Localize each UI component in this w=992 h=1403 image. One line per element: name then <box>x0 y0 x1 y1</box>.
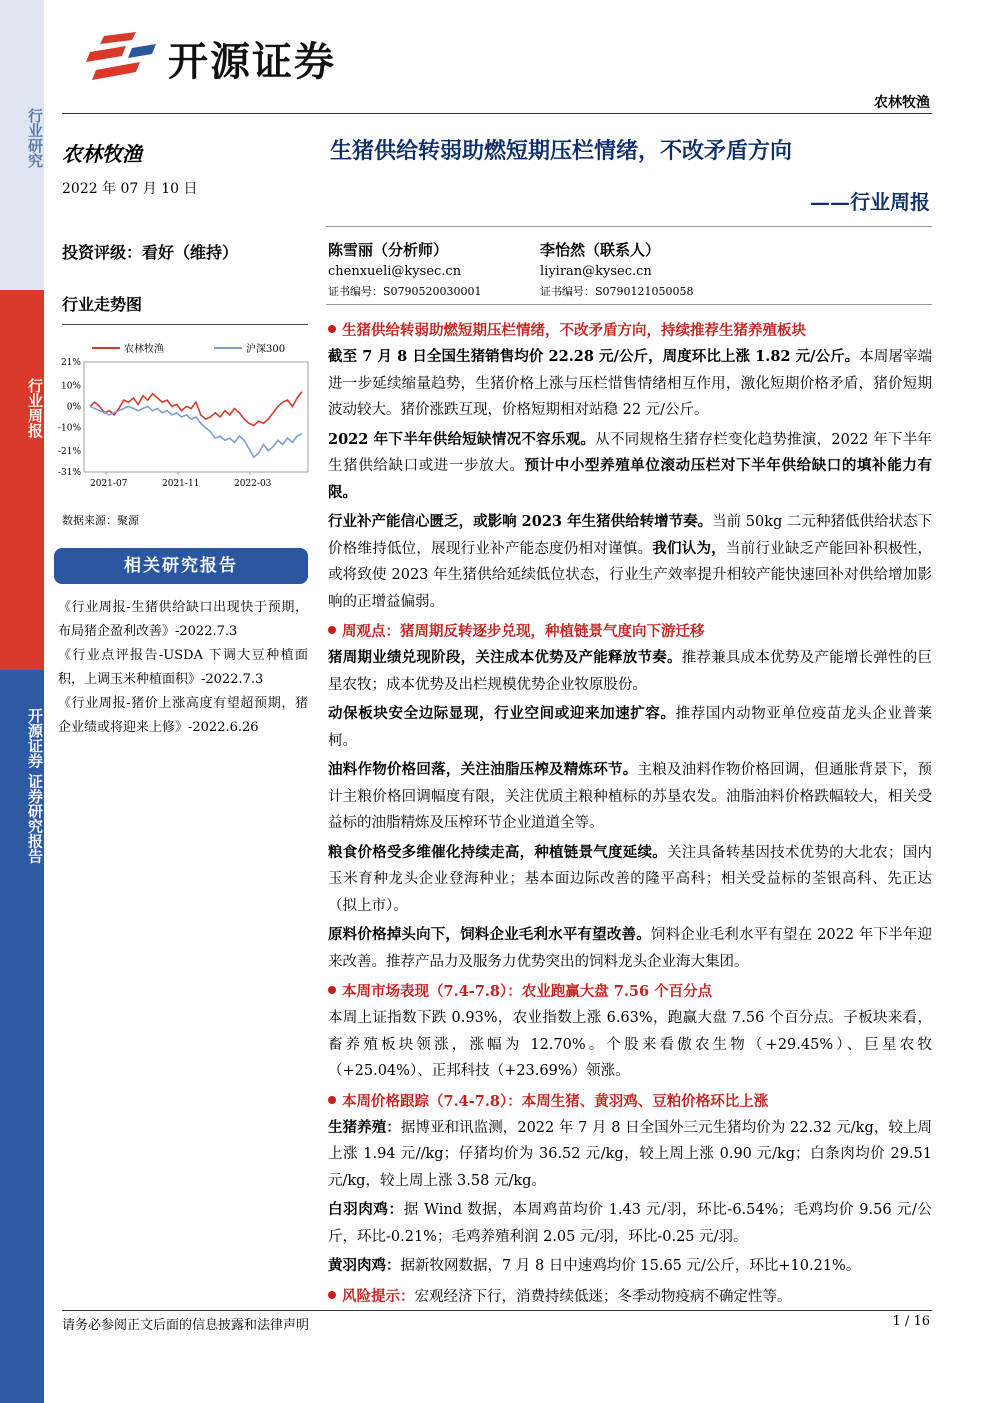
risk-warning: 风险提示：宏观经济下行，消费持续低迷；冬季动物疫病不确定性等。 <box>328 1284 932 1310</box>
y-tick-label: -31% <box>57 468 81 478</box>
page-number: 1 / 16 <box>892 1314 930 1329</box>
logo-text: 开源证券 <box>168 39 336 85</box>
section-heading: 生猪供给转弱助燃短期压栏情绪，不改矛盾方向，持续推荐生猪养殖板块 <box>328 318 932 344</box>
y-tick-label: 21% <box>60 358 81 368</box>
related-reports-banner: 相关研究报告 <box>54 548 308 584</box>
paragraph: 黄羽肉鸡：据新牧网数据，7 月 8 日中速鸡均价 15.65 元/公斤，环比+10.21%。 <box>328 1257 861 1274</box>
report-title: 生猪供给转弱助燃短期压栏情绪，不改矛盾方向 <box>330 138 793 164</box>
author-name: 陈雪丽（分析师） <box>328 241 449 259</box>
paragraph: 猪周期业绩兑现阶段，关注成本优势及产能释放节奏。推荐兼具成本优势及产能增长弹性的巨星农牧；成本优势及出栏规模优势企业牧原股份。 <box>328 649 933 693</box>
report-body <box>328 314 932 1310</box>
x-tick-label: 2021-07 <box>90 479 128 489</box>
footer-divider <box>62 1310 932 1311</box>
related-report-item[interactable]: 《行业点评报告-USDA 下调大豆种植面积，上调玉米种植面积》-2022.7.3 <box>58 648 308 687</box>
industry-trend-chart <box>56 336 312 496</box>
paragraph: 生猪养殖：据博亚和讯监测，2022 年 7 月 8 日全国外三元生猪均价为 22.32 元/kg，较上周上涨 1.94 元//kg；仔猪均价为 36.52 元/kg，较上周上涨 0.90 元/kg；白条肉均价 29.51 元/kg，较上周上涨 3.58 元/kg。 <box>328 1118 933 1189</box>
section-heading: 本周市场表现（7.4-7.8）：农业跑赢大盘 7.56 个百分点 <box>328 979 932 1005</box>
header-divider <box>62 113 932 114</box>
side-label-industry-research: 行业研究 <box>26 108 44 168</box>
paragraph: 截至 7 月 8 日全国生猪销售均价 22.28 元/公斤，周度环比上涨 1.82 元/公斤。本周屠宰端进一步延续缩量趋势，生猪价格上涨与压栏惜售情绪相互作用，激化短期价格矛盾，猪价短期波动较大。猪价涨跌互现，价格短期相对站稳 22 元/公斤。 <box>328 348 933 418</box>
author-card <box>328 238 482 302</box>
series-line <box>90 406 302 457</box>
paragraph: 动保板块安全边际显现，行业空间或迎来加速扩容。推荐国内动物亚单位疫苗龙头企业普莱柯。 <box>328 705 933 749</box>
title-divider <box>326 226 932 227</box>
paragraph: 2022 年下半年供给短缺情况不容乐观。从不同规格生猪存栏变化趋势推演，2022 年下半年生猪供给缺口或进一步放大。预计中小型养殖单位滚动压栏对下半年供给缺口的填补能力有限。 <box>328 430 933 501</box>
side-label-weekly: 行业周报 <box>26 378 44 438</box>
section-heading: 周观点：猪周期反转逐步兑现，种植链景气度向下游迁移 <box>328 619 932 645</box>
y-tick-label: 0% <box>66 402 81 413</box>
author-cert: 证书编号：S0790520030001 <box>328 285 482 298</box>
report-date: 2022 年 07 月 10 日 <box>62 181 198 197</box>
industry-category: 农林牧渔 <box>62 142 142 166</box>
y-tick-label: 10% <box>60 381 81 392</box>
related-reports-list <box>58 596 308 740</box>
paragraph: 粮食价格受多维催化持续走高，种植链景气度延续。关注具备转基因技术优势的大北农；国内玉米育种龙头企业登海种业；基本面边际改善的隆平高科；相关受益标的荃银高科、先正达（拟上市）。 <box>328 843 933 914</box>
bullet-icon <box>328 1096 336 1104</box>
author-card <box>540 238 694 302</box>
footer-disclaimer: 请务必参阅正文后面的信息披露和法律声明 <box>62 1318 310 1333</box>
x-tick-label: 2021-11 <box>162 479 200 489</box>
author-cert: 证书编号：S0790121050058 <box>540 285 694 298</box>
paragraph: 油料作物价格回落，关注油脂压榨及精炼环节。主粮及油料作物价格回调，但通胀背景下，预计主粮价格回调幅度有限，关注优质主粮种植标的苏垦农发。油脂油料价格跌幅较大，相关受益标的油脂精炼及压榨环节企业道道全等。 <box>328 761 933 831</box>
author-divider <box>326 304 932 305</box>
trend-divider <box>62 324 308 325</box>
author-email[interactable]: chenxueli@kysec.cn <box>328 264 462 279</box>
legend-label: 农林牧渔 <box>124 344 164 355</box>
chart-source: 数据来源：聚源 <box>62 514 139 527</box>
side-bar <box>0 0 44 1403</box>
report-subtitle: ——行业周报 <box>810 190 930 214</box>
logo-icon <box>86 30 158 82</box>
author-name: 李怡然（联系人） <box>540 241 661 259</box>
related-report-item[interactable]: 《行业周报-生猪供给缺口出现快于预期，布局猪企盈利改善》-2022.7.3 <box>58 600 308 639</box>
y-tick-label: -10% <box>57 423 81 434</box>
trend-chart-title: 行业走势图 <box>62 295 143 314</box>
section-heading: 本周价格跟踪（7.4-7.8）：本周生猪、黄羽鸡、豆粕价格环比上涨 <box>328 1089 932 1115</box>
side-label-company: 开源证券 证券研究报告 <box>26 708 44 864</box>
legend-label: 沪深300 <box>246 344 286 355</box>
x-tick-label: 2022-03 <box>234 479 272 489</box>
bullet-icon <box>328 1291 336 1299</box>
related-report-item[interactable]: 《行业周报-猪价上涨高度有望超预期，猪企业绩或将迎来上修》-2022.6.26 <box>58 696 308 735</box>
bullet-icon <box>328 325 336 333</box>
side-bar-middle <box>0 290 44 670</box>
paragraph: 行业补产能信心匮乏，或影响 2023 年生猪供给转增节奏。当前 50kg 二元种猪低供给状态下价格维持低位，展现行业补产能态度仍相对谨慎。我们认为，当前行业缺乏产能回补积极性，或将致使 2023 年生猪供给延续低位状态，行业生产效率提升相较产能快速回补对供给增加影响的正增益偏弱。 <box>328 513 933 610</box>
header-category: 农林牧渔 <box>874 95 930 111</box>
bullet-icon <box>328 986 336 994</box>
y-tick-label: -21% <box>57 446 81 457</box>
paragraph: 本周上证指数下跌 0.93%，农业指数上涨 6.63%，跑赢大盘 7.56 个百分点。子板块来看，畜养殖板块领涨，涨幅为 12.70%。个股来看傲农生物（+29.45%）、巨星农牧（+25.04%）、正邦科技（+23.69%）领涨。 <box>328 1010 932 1079</box>
author-email[interactable]: liyiran@kysec.cn <box>540 264 652 279</box>
bullet-icon <box>328 626 336 634</box>
paragraph: 白羽肉鸡：据 Wind 数据，本周鸡苗均价 1.43 元/羽，环比-6.54%；毛鸡均价 9.56 元/公斤，环比-0.21%；毛鸡养殖利润 2.05 元/羽，环比-0.25 元/羽。 <box>328 1201 932 1245</box>
investment-rating: 投资评级：看好（维持） <box>62 243 239 262</box>
paragraph: 原料价格掉头向下，饲料企业毛利水平有望改善。饲料企业毛利水平有望在 2022 年下半年迎来改善。推荐产品力及服务力优势突出的饲料龙头企业海大集团。 <box>328 926 933 970</box>
